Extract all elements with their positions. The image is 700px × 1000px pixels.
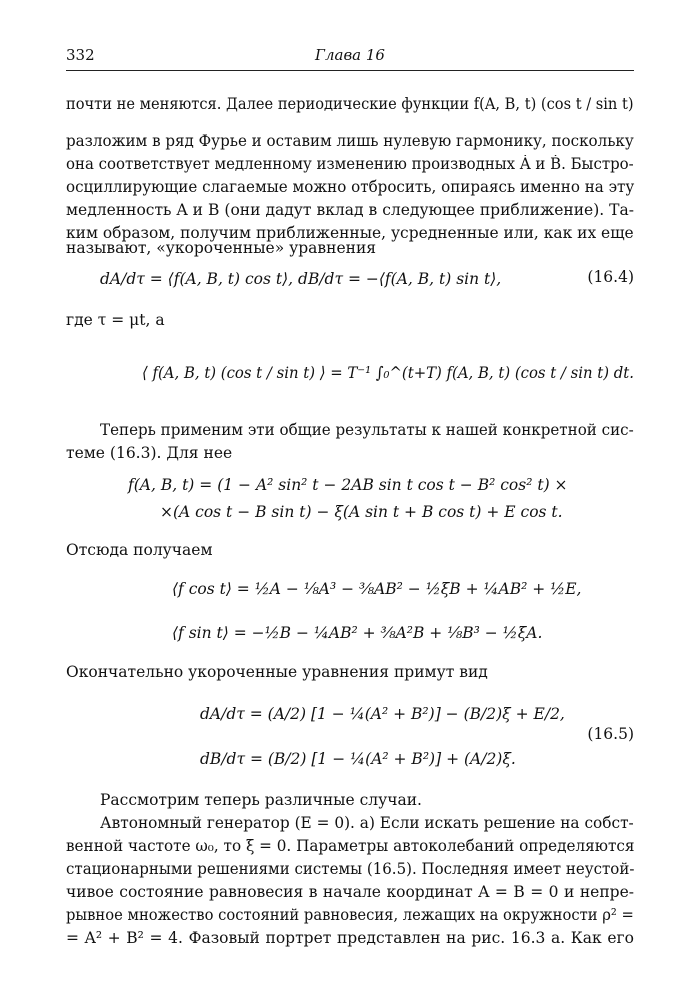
text-line: осциллирующие слагаемые можно отбросить, опираясь именно на эту (66, 178, 635, 196)
equation-16-5-line: dB/dτ = (B/2) [1 − ¼(A² + B²)] + (A/2)ξ. (200, 750, 516, 768)
average-sin: ⟨f sin t⟩ = −½B − ¼AB² + ⅜A²B + ⅛B³ − ½ξA. (172, 624, 543, 642)
equation-number: (16.5) (587, 725, 634, 743)
text-line: называют, «укороченные» уравнения (66, 239, 377, 257)
f-definition-line: f(A, B, t) = (1 − A² sin² t − 2AB sin t cos t − B² cos² t) × (128, 476, 568, 494)
text-line: медленность A и B (они дадут вклад в следующее приближение). Та- (66, 201, 634, 219)
f-definition-line: ×(A cos t − B sin t) − ξ(A sin t + B cos t) + E cos t. (160, 503, 563, 521)
text-line: рывное множество состояний равновесия, лежащих на окружности ρ² = (66, 906, 634, 924)
text-line: = A² + B² = 4. Фазовый портрет представлен на рис. 16.3 a. Как его (66, 929, 634, 947)
equation-number: (16.4) (587, 268, 634, 286)
page-number: 332 (66, 46, 95, 64)
averaging-definition: ⟨ f(A, B, t) (cos t / sin t) ⟩ = T⁻¹ ∫₀^(t+T) f(A, B, t) (cos t / sin t) dt. (142, 363, 634, 382)
text-line: Окончательно укороченные уравнения примут вид (66, 663, 488, 681)
average-cos: ⟨f cos t⟩ = ½A − ⅛A³ − ⅜AB² − ½ξB + ¼AB² + ½E, (172, 580, 582, 598)
text-line: Рассмотрим теперь различные случаи. (100, 791, 422, 809)
equation-16-4: dA/dτ = ⟨f(A, B, t) cos t⟩, dB/dτ = −⟨f(A, B, t) sin t⟩, (100, 270, 502, 288)
text-line: стационарными решениями системы (16.5). Последняя имеет неустой- (66, 860, 635, 878)
running-header (66, 44, 634, 71)
text-line: почти не меняются. Далее периодические функции f(A, B, t) (cos t / sin t) (66, 95, 634, 113)
text-line: она соответствует медленному изменению производных Ȧ и Ḃ. Быстро- (66, 155, 634, 173)
text-line: разложим в ряд Фурье и оставим лишь нулевую гармонику, поскольку (66, 132, 634, 150)
text-line: теме (16.3). Для нее (66, 444, 233, 462)
text-line: где τ = μt, а (66, 311, 165, 329)
text-line: Отсюда получаем (66, 541, 213, 559)
equation-16-5-line: dA/dτ = (A/2) [1 − ¼(A² + B²)] − (B/2)ξ + E/2, (200, 705, 565, 723)
text-line: венной частоте ω₀, то ξ = 0. Параметры автоколебаний определяются (66, 837, 635, 855)
text-line: чивое состояние равновесия в начале координат A = B = 0 и непре- (66, 883, 634, 901)
text-line: Теперь применим эти общие результаты к нашей конкретной сис- (100, 421, 634, 439)
text-line: ким образом, получим приближенные, усредненные или, как их еще (66, 224, 634, 242)
chapter-title: Глава 16 (315, 46, 385, 64)
text-line: Автономный генератор (E = 0). а) Если искать решение на собст- (100, 814, 634, 832)
